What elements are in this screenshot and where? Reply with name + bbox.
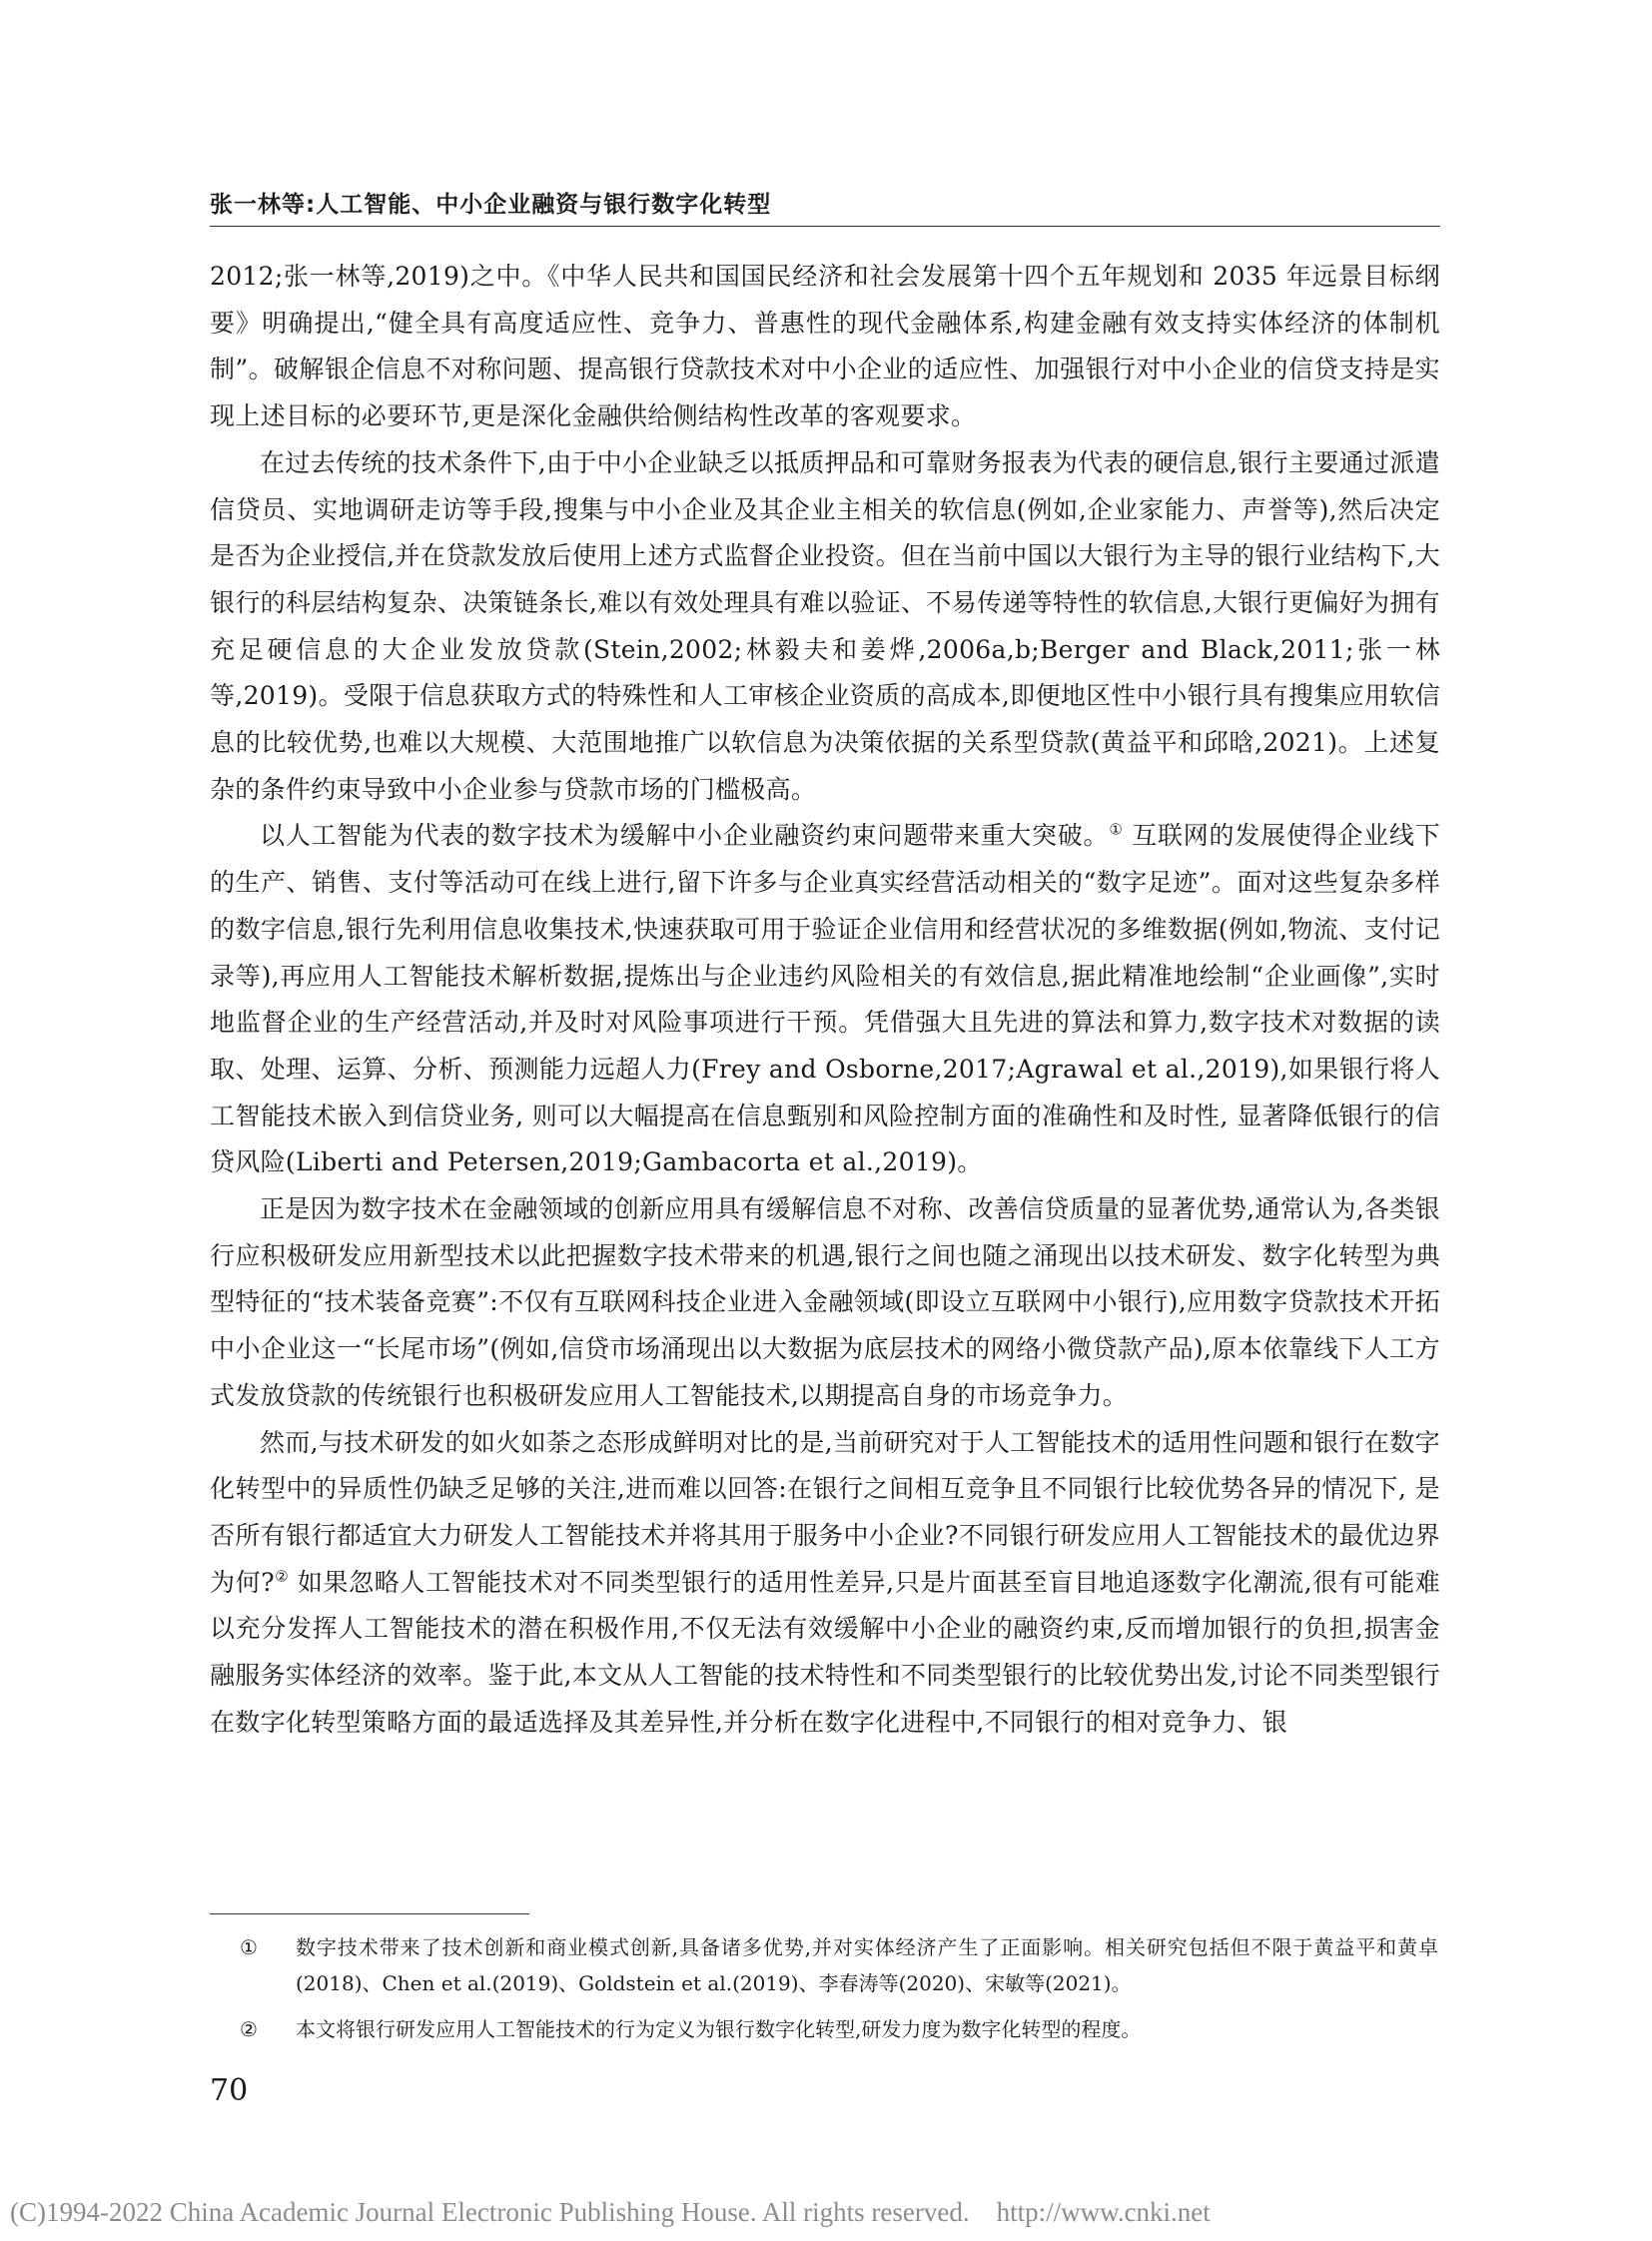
footnote-2-mark: ② xyxy=(240,2017,258,2041)
paragraph-5 xyxy=(210,1420,1440,1747)
footnotes xyxy=(240,1929,1438,2057)
footnote-ref-2[interactable]: ② xyxy=(274,1567,290,1586)
paragraph-3 xyxy=(210,813,1440,1186)
footnote-2 xyxy=(240,2011,1438,2047)
header-divider xyxy=(210,226,1440,227)
footnote-1-mark: ① xyxy=(240,1935,258,1959)
footnote-divider xyxy=(210,1913,529,1914)
footnote-2-text: 本文将银行研发应用人工智能技术的行为定义为银行数字化转型,研发力度为数字化转型的程度。 xyxy=(296,2017,1142,2041)
paragraph-5-text-b: 如果忽略人工智能技术对不同类型银行的适用性差异,只是片面甚至盲目地追逐数字化潮流,很有可能难以充分发挥人工智能技术的潜在积极作用,不仅无法有效缓解中小企业的融资约束,反而增加银行的负担,损害金融服务实体经济的效率。鉴于此,本文从人工智能的技术特性和不同类型银行的比较优势出发,讨论不同类型银行在数字化转型策略方面的最适选择及其差异性,并分析在数字化进程中,不同银行的相对竞争力、银 xyxy=(210,1567,1440,1737)
article-body xyxy=(210,254,1440,1747)
running-header-title: 张一林等:人工智能、中小企业融资与银行数字化转型 xyxy=(210,192,772,218)
page-number: 70 xyxy=(210,2073,249,2108)
footnote-ref-1[interactable]: ① xyxy=(1109,821,1124,840)
footnote-1 xyxy=(240,1929,1438,2001)
paragraph-2: 在过去传统的技术条件下,由于中小企业缺乏以抵质押品和可靠财务报表为代表的硬信息,银行主要通过派遣信贷员、实地调研走访等手段,搜集与中小企业及其企业主相关的软信息(例如,企业家能力、声誉等),然后决定是否为企业授信,并在贷款发放后使用上述方式监督企业投资。但在当前中国以大银行为主导的银行业结构下,大银行的科层结构复杂、决策链条长,难以有效处理具有难以验证、不易传递等特性的软信息,大银行更偏好为拥有充足硬信息的大企业发放贷款(Stein,2002;林毅夫和姜烨,2006a,b;Berger and Black,2011;张一林等,2019)。受限于信息获取方式的特殊性和人工审核企业资质的高成本,即便地区性中小银行具有搜集应用软信息的比较优势,也难以大规模、大范围地推广以软信息为决策依据的关系型贷款(黄益平和邱晗,2021)。上述复杂的条件约束导致中小企业参与贷款市场的门槛极高。 xyxy=(210,447,1440,804)
copyright-notice: (C)1994-2022 China Academic Journal Electronic Publishing House. All rights reserved. http://www.cnki.net xyxy=(10,2197,1211,2227)
paragraph-4: 正是因为数字技术在金融领域的创新应用具有缓解信息不对称、改善信贷质量的显著优势,通常认为,各类银行应积极研发应用新型技术以此把握数字技术带来的机遇,银行之间也随之涌现出以技术研发、数字化转型为典型特征的“技术装备竞赛”:不仅有互联网科技企业进入金融领域(即设立互联网中小银行),应用数字贷款技术开拓中小企业这一“长尾市场”(例如,信贷市场涌现出以大数据为底层技术的网络小微贷款产品),原本依靠线下人工方式发放贷款的传统银行也积极研发应用人工智能技术,以期提高自身的市场竞争力。 xyxy=(210,1194,1440,1410)
paragraph-5-text-a: 然而,与技术研发的如火如荼之态形成鲜明对比的是,当前研究对于人工智能技术的适用性问题和银行在数字化转型中的异质性仍缺乏足够的关注,进而难以回答:在银行之间相互竞争且不同银行比较优势各异的情况下, 是否所有银行都适宜大力研发人工智能技术并将其用于服务中小企业?不同银行研发应用人工智能技术的最优边界为何? xyxy=(210,1427,1440,1597)
paragraph-1: 2012;张一林等,2019)之中。《中华人民共和国国民经济和社会发展第十四个五年规划和 2035 年远景目标纲要》明确提出,“健全具有高度适应性、竞争力、普惠性的现代金融体系,构建金融有效支持实体经济的体制机制”。破解银企信息不对称问题、提高银行贷款技术对中小企业的适应性、加强银行对中小企业的信贷支持是实现上述目标的必要环节,更是深化金融供给侧结构性改革的客观要求。 xyxy=(210,262,1440,431)
paragraph-3-text-a: 以人工智能为代表的数字技术为缓解中小企业融资约束问题带来重大突破。 xyxy=(260,821,1110,851)
footnote-1-text: 数字技术带来了技术创新和商业模式创新,具备诸多优势,并对实体经济产生了正面影响。相关研究包括但不限于黄益平和黄卓(2018)、Chen et al.(2019)、Goldstein et al.(2019)、李春涛等(2020)、宋敏等(2021)。 xyxy=(296,1935,1438,1995)
paragraph-3-text-b: 互联网的发展使得企业线下的生产、销售、支付等活动可在线上进行,留下许多与企业真实经营活动相关的“数字足迹”。面对这些复杂多样的数字信息,银行先利用信息收集技术,快速获取可用于验证企业信用和经营状况的多维数据(例如,物流、支付记录等),再应用人工智能技术解析数据,提炼出与企业违约风险相关的有效信息,据此精准地绘制“企业画像”,实时地监督企业的生产经营活动,并及时对风险事项进行干预。凭借强大且先进的算法和算力,数字技术对数据的读取、处理、运算、分析、预测能力远超人力(Frey and Osborne,2017;Agrawal et al.,2019),如果银行将人工智能技术嵌入到信贷业务, 则可以大幅提高在信息甄别和风险控制方面的准确性和及时性, 显著降低银行的信贷风险(Liberti and Petersen,2019;Gambacorta et al.,2019)。 xyxy=(210,821,1440,1177)
